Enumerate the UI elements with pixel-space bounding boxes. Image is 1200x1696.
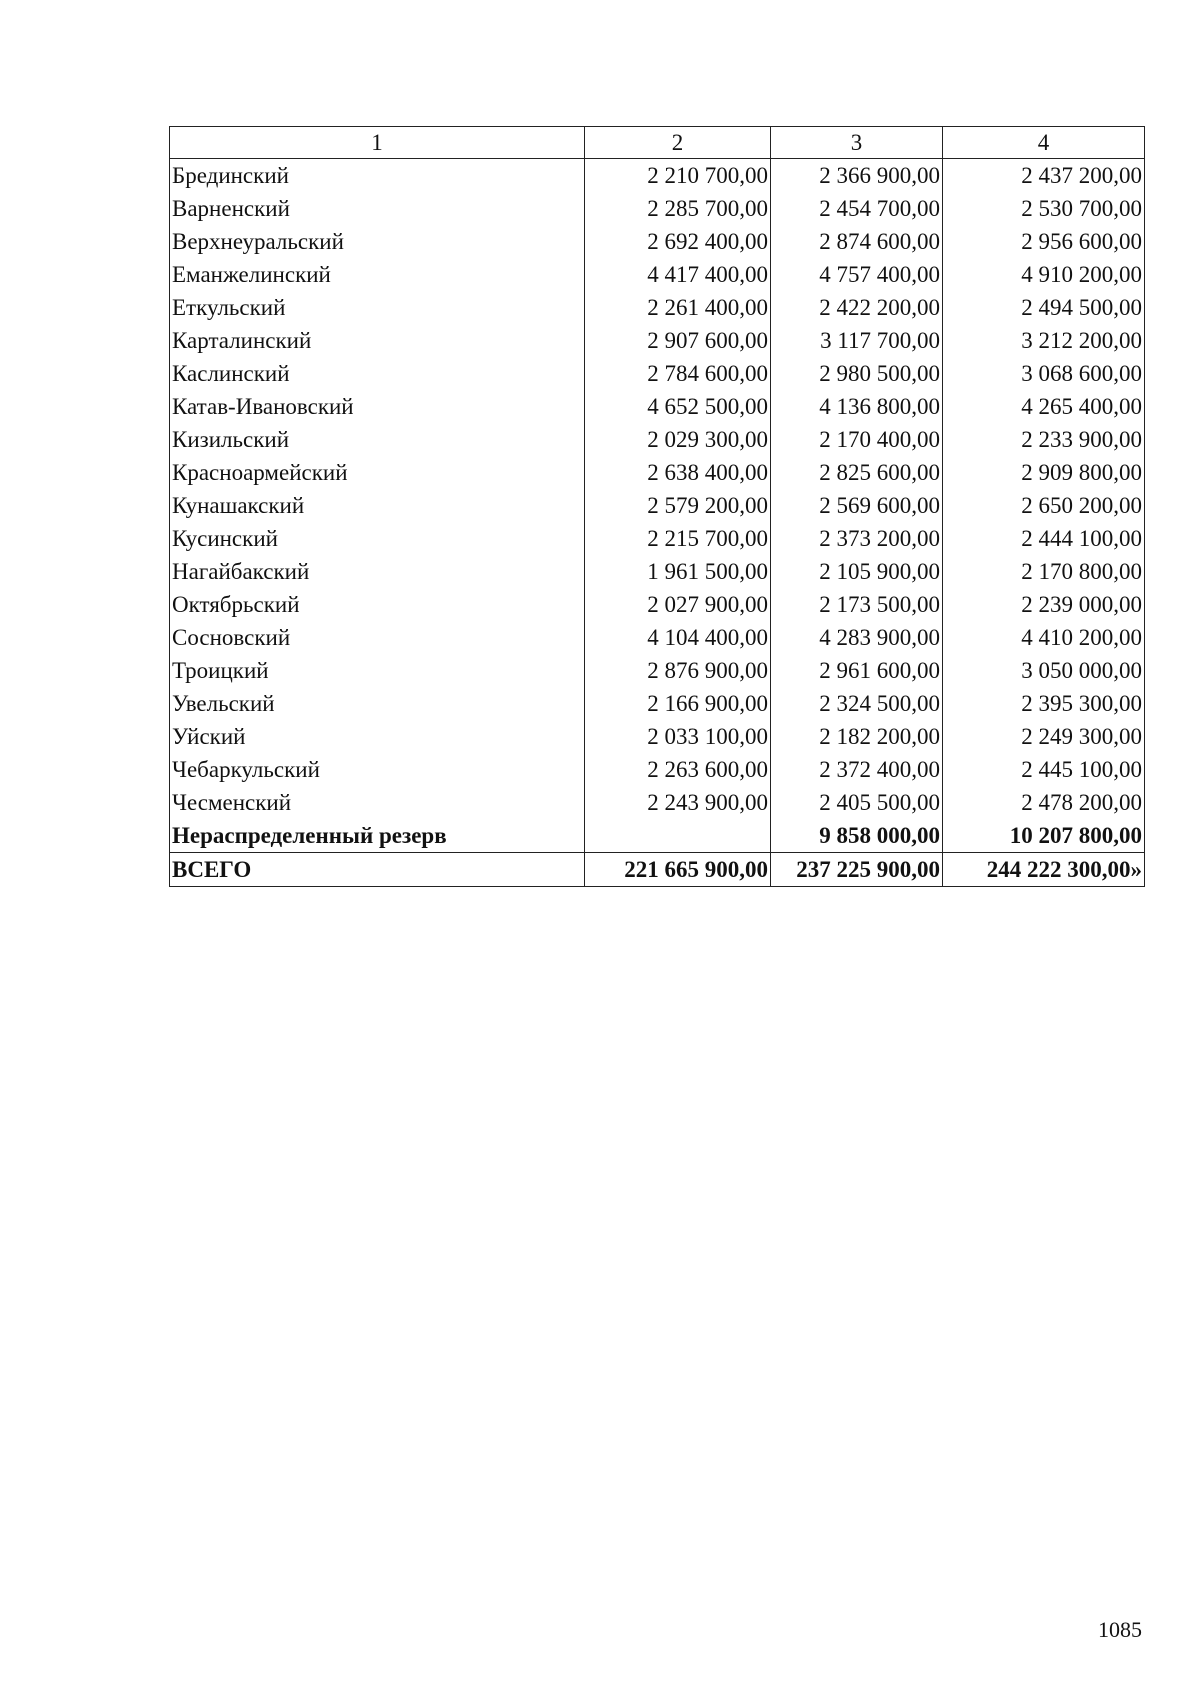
- column-header-4: 4: [943, 127, 1145, 159]
- value-col3-cell: 2 373 200,00: [771, 522, 943, 555]
- value-col2-cell: 2 261 400,00: [585, 291, 771, 324]
- table-row: [170, 225, 1145, 258]
- table-row: [170, 819, 1145, 853]
- district-name-cell: Октябрьский: [170, 588, 585, 621]
- value-col3-cell: 2 105 900,00: [771, 555, 943, 588]
- value-col3-cell: 2 569 600,00: [771, 489, 943, 522]
- value-col4-cell: 244 222 300,00»: [943, 853, 1145, 887]
- value-col2-cell: 2 579 200,00: [585, 489, 771, 522]
- table-row: [170, 654, 1145, 687]
- value-col2-cell: 2 638 400,00: [585, 456, 771, 489]
- value-col2-cell: 2 027 900,00: [585, 588, 771, 621]
- value-col3-cell: 2 454 700,00: [771, 192, 943, 225]
- value-col2-cell: 221 665 900,00: [585, 853, 771, 887]
- table-row: [170, 786, 1145, 819]
- table-row: [170, 853, 1145, 887]
- district-name-cell: Катав-Ивановский: [170, 390, 585, 423]
- value-col4-cell: 4 410 200,00: [943, 621, 1145, 654]
- value-col2-cell: 4 652 500,00: [585, 390, 771, 423]
- value-col4-cell: 2 170 800,00: [943, 555, 1145, 588]
- column-header-2: 2: [585, 127, 771, 159]
- value-col3-cell: 2 170 400,00: [771, 423, 943, 456]
- header-row: [170, 127, 1145, 159]
- table-row: [170, 456, 1145, 489]
- value-col3-cell: 2 366 900,00: [771, 159, 943, 193]
- value-col4-cell: 2 395 300,00: [943, 687, 1145, 720]
- district-name-cell: Чесменский: [170, 786, 585, 819]
- value-col3-cell: 237 225 900,00: [771, 853, 943, 887]
- value-col4-cell: 3 212 200,00: [943, 324, 1145, 357]
- district-name-cell: Уйский: [170, 720, 585, 753]
- district-name-cell: Брединский: [170, 159, 585, 193]
- table-row: [170, 291, 1145, 324]
- value-col3-cell: 4 757 400,00: [771, 258, 943, 291]
- value-col3-cell: 2 182 200,00: [771, 720, 943, 753]
- value-col3-cell: 2 173 500,00: [771, 588, 943, 621]
- district-name-cell: Чебаркульский: [170, 753, 585, 786]
- value-col4-cell: 3 068 600,00: [943, 357, 1145, 390]
- value-col4-cell: 10 207 800,00: [943, 819, 1145, 853]
- value-col4-cell: 2 909 800,00: [943, 456, 1145, 489]
- value-col2-cell: 1 961 500,00: [585, 555, 771, 588]
- value-col3-cell: 2 825 600,00: [771, 456, 943, 489]
- table-row: [170, 588, 1145, 621]
- value-col4-cell: 2 478 200,00: [943, 786, 1145, 819]
- district-name-cell: Сосновский: [170, 621, 585, 654]
- table-row: [170, 258, 1145, 291]
- district-name-cell: Троицкий: [170, 654, 585, 687]
- value-col2-cell: 2 692 400,00: [585, 225, 771, 258]
- value-col2-cell: 2 784 600,00: [585, 357, 771, 390]
- value-col2-cell: 2 215 700,00: [585, 522, 771, 555]
- value-col4-cell: 2 494 500,00: [943, 291, 1145, 324]
- table-row: [170, 522, 1145, 555]
- value-col2-cell: 2 033 100,00: [585, 720, 771, 753]
- value-col4-cell: 2 445 100,00: [943, 753, 1145, 786]
- table-row: [170, 753, 1145, 786]
- district-name-cell: Карталинский: [170, 324, 585, 357]
- district-name-cell: Каслинский: [170, 357, 585, 390]
- table-row: [170, 192, 1145, 225]
- value-col4-cell: 4 910 200,00: [943, 258, 1145, 291]
- district-name-cell: Нагайбакский: [170, 555, 585, 588]
- district-name-cell: ВСЕГО: [170, 853, 585, 887]
- value-col3-cell: 2 422 200,00: [771, 291, 943, 324]
- value-col2-cell: 2 210 700,00: [585, 159, 771, 193]
- table-row: [170, 555, 1145, 588]
- column-header-1: 1: [170, 127, 585, 159]
- value-col2-cell: [585, 819, 771, 853]
- value-col4-cell: 2 530 700,00: [943, 192, 1145, 225]
- district-name-cell: Еманжелинский: [170, 258, 585, 291]
- page-number: 1085: [1098, 1617, 1142, 1642]
- district-name-cell: Увельский: [170, 687, 585, 720]
- value-col3-cell: 3 117 700,00: [771, 324, 943, 357]
- value-col4-cell: 3 050 000,00: [943, 654, 1145, 687]
- value-col3-cell: 2 961 600,00: [771, 654, 943, 687]
- value-col3-cell: 2 324 500,00: [771, 687, 943, 720]
- district-name-cell: Верхнеуральский: [170, 225, 585, 258]
- value-col3-cell: 2 405 500,00: [771, 786, 943, 819]
- table-row: [170, 621, 1145, 654]
- value-col2-cell: 2 876 900,00: [585, 654, 771, 687]
- district-name-cell: Красноармейский: [170, 456, 585, 489]
- value-col2-cell: 2 285 700,00: [585, 192, 771, 225]
- table-row: [170, 720, 1145, 753]
- value-col4-cell: 2 233 900,00: [943, 423, 1145, 456]
- table-header: [170, 127, 1145, 159]
- district-name-cell: Кунашакский: [170, 489, 585, 522]
- value-col4-cell: 2 956 600,00: [943, 225, 1145, 258]
- table-row: [170, 390, 1145, 423]
- value-col2-cell: 2 029 300,00: [585, 423, 771, 456]
- value-col4-cell: 2 239 000,00: [943, 588, 1145, 621]
- value-col3-cell: 2 372 400,00: [771, 753, 943, 786]
- table-row: [170, 423, 1145, 456]
- value-col4-cell: 2 249 300,00: [943, 720, 1145, 753]
- value-col2-cell: 2 907 600,00: [585, 324, 771, 357]
- value-col3-cell: 4 136 800,00: [771, 390, 943, 423]
- table-row: [170, 489, 1145, 522]
- value-col3-cell: 9 858 000,00: [771, 819, 943, 853]
- value-col3-cell: 2 980 500,00: [771, 357, 943, 390]
- column-header-3: 3: [771, 127, 943, 159]
- value-col4-cell: 2 650 200,00: [943, 489, 1145, 522]
- value-col3-cell: 4 283 900,00: [771, 621, 943, 654]
- table-row: [170, 687, 1145, 720]
- district-name-cell: Варненский: [170, 192, 585, 225]
- table-row: [170, 159, 1145, 193]
- district-name-cell: Кусинский: [170, 522, 585, 555]
- value-col2-cell: 2 243 900,00: [585, 786, 771, 819]
- table-body: [170, 159, 1145, 887]
- value-col2-cell: 4 104 400,00: [585, 621, 771, 654]
- value-col2-cell: 2 263 600,00: [585, 753, 771, 786]
- district-name-cell: Еткульский: [170, 291, 585, 324]
- value-col4-cell: 2 437 200,00: [943, 159, 1145, 193]
- table-row: [170, 324, 1145, 357]
- value-col4-cell: 4 265 400,00: [943, 390, 1145, 423]
- value-col2-cell: 4 417 400,00: [585, 258, 771, 291]
- value-col3-cell: 2 874 600,00: [771, 225, 943, 258]
- value-col4-cell: 2 444 100,00: [943, 522, 1145, 555]
- table-row: [170, 357, 1145, 390]
- district-name-cell: Кизильский: [170, 423, 585, 456]
- budget-table: [169, 126, 1145, 887]
- value-col2-cell: 2 166 900,00: [585, 687, 771, 720]
- district-name-cell: Нераспределенный резерв: [170, 819, 585, 853]
